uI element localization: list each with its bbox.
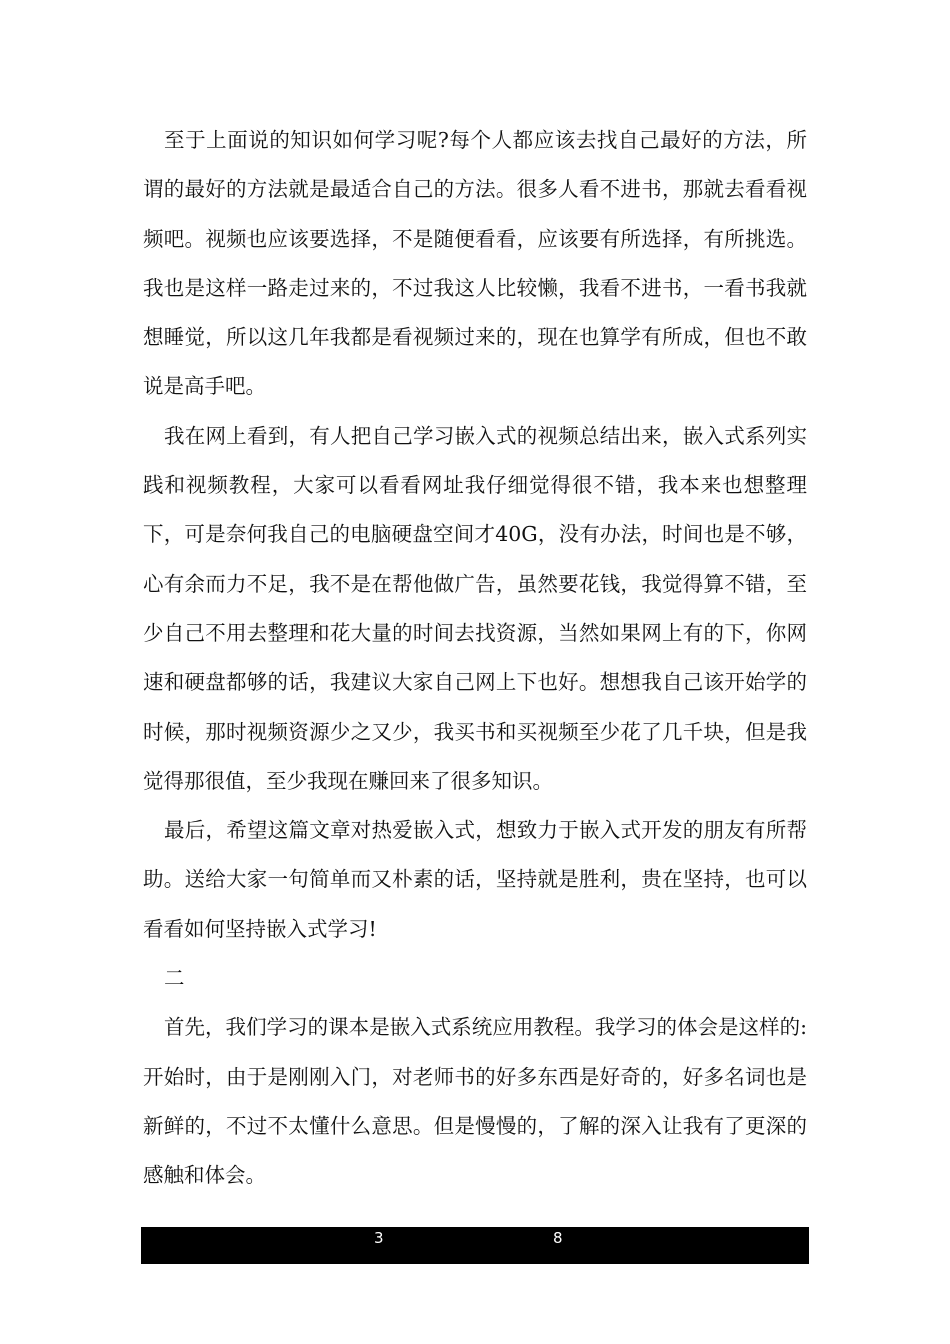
paragraph-study-method: 至于上面说的知识如何学习呢?每个人都应该去找自己最好的方法，所谓的最好的方法就是最适合自己的方法。很多人看不进书，那就去看看视频吧。视频也应该要选择，不是随便看看，应该要有所选择，有所挑选。我也是这样一路走过来的，不过我这人比较懒，我看不进书，一看书我就想睡觉，所以这几年我都是看视频过来的，现在也算学有所成，但也不敢说是高手吧。: [143, 128, 807, 399]
page-number-right: 8: [553, 1229, 563, 1247]
paragraph-conclusion: 最后，希望这篇文章对热爱嵌入式，想致力于嵌入式开发的朋友有所帮助。送给大家一句简单而又朴素的话，坚持就是胜利，贵在坚持，也可以看看如何坚持嵌入式学习!: [143, 818, 807, 941]
page-footer-bar: [141, 1227, 809, 1264]
paragraph-video-tutorials: 我在网上看到，有人把自己学习嵌入式的视频总结出来，嵌入式系列实践和视频教程，大家可以看看网址我仔细觉得很不错，我本来也想整理下，可是奈何我自己的电脑硬盘空间才40G，没有办法，时间也是不够，心有余而力不足，我不是在帮他做广告，虽然要花钱，我觉得算不错，至少自己不用去整理和花大量的时间去找资源，当然如果网上有的下，你网速和硬盘都够的话，我建议大家自己网上下也好。想想我自己该开始学的时候，那时视频资源少之又少，我买书和买视频至少花了几千块，但是我觉得那很值，至少我现在赚回来了很多知识。: [143, 423, 807, 793]
paragraph-textbook: 首先，我们学习的课本是嵌入式系统应用教程。我学习的体会是这样的:开始时，由于是刚刚入门，对老师书的好多东西是好奇的，好多名词也是新鲜的，不过不太懂什么意思。但是慢慢的，了解的深入让我有了更深的感触和体会。: [143, 1015, 807, 1188]
document-body: [143, 116, 807, 1201]
section-heading-two: 二: [164, 966, 185, 991]
page-number-left: 3: [374, 1229, 384, 1247]
